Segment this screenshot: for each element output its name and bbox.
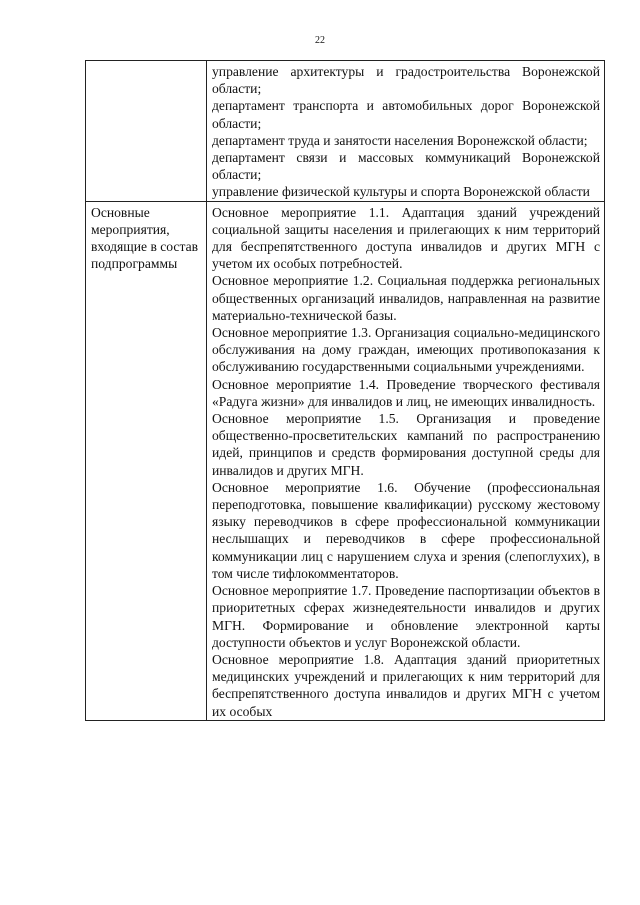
list-item: Основное мероприятие 1.6. Обучение (профессиональная переподготовка, повышение квалификации) русскому жестовому языку переводчиков в сфере профессиональной коммуникации неслышащих и переводчиков в сфере профессиональной коммуникации лиц с нарушением слуха и зрения (слепоглухих), в том числе тифлокомментаторов. — [212, 479, 600, 581]
table-row — [86, 61, 605, 202]
row-header-cell: Основные мероприятия, входящие в состав подпрограммы — [86, 201, 207, 720]
list-item: Основное мероприятие 1.4. Проведение творческого фестиваля «Радуга жизни» для инвалидов и лиц, не имеющих инвалидность. — [212, 376, 600, 409]
list-item: Основное мероприятие 1.7. Проведение паспортизации объектов в приоритетных сферах жизнедеятельности инвалидов и других МГН. Формирование и обновление электронной карты доступности объектов и услуг Воронежской области. — [212, 583, 600, 650]
list-item: департамент труда и занятости населения Воронежской области; — [212, 132, 588, 148]
list-item: управление архитектуры и градостроительства Воронежской области; — [212, 64, 600, 97]
list-item: управление физической культуры и спорта Воронежской области — [212, 184, 590, 200]
list-item: Основное мероприятие 1.8. Адаптация зданий приоритетных медицинских учреждений и прилегающих к ним территорий для беспрепятственного доступа инвалидов и других МГН с учетом их особых — [212, 651, 600, 719]
executors-cell — [207, 61, 605, 202]
program-table — [85, 60, 605, 721]
list-item: департамент связи и массовых коммуникаций Воронежской области; — [212, 150, 600, 183]
table-row — [86, 201, 605, 720]
list-item: департамент транспорта и автомобильных дорог Воронежской области; — [212, 98, 600, 131]
list-item: Основное мероприятие 1.3. Организация социально-медицинского обслуживания на дому граждан, имеющих противопоказания к обслуживанию государственными социальными учреждениями. — [212, 325, 600, 375]
page-number: 22 — [315, 35, 325, 46]
list-item: Основное мероприятие 1.2. Социальная поддержка региональных общественных организаций инвалидов, направленная на развитие материально-технической базы. — [212, 273, 600, 323]
list-item: Основное мероприятие 1.1. Адаптация зданий учреждений социальной защиты населения и прилегающих к ним территорий для беспрепятственного доступа инвалидов и других МГН с учетом их особых потребностей. — [212, 204, 600, 272]
row-header-cell — [86, 61, 207, 202]
list-item: Основное мероприятие 1.5. Организация и проведение общественно-просветительских кампаний по распространению идей, принципов и средств формирования доступной среды для инвалидов и других МГН. — [212, 411, 600, 478]
activities-cell — [207, 201, 605, 720]
